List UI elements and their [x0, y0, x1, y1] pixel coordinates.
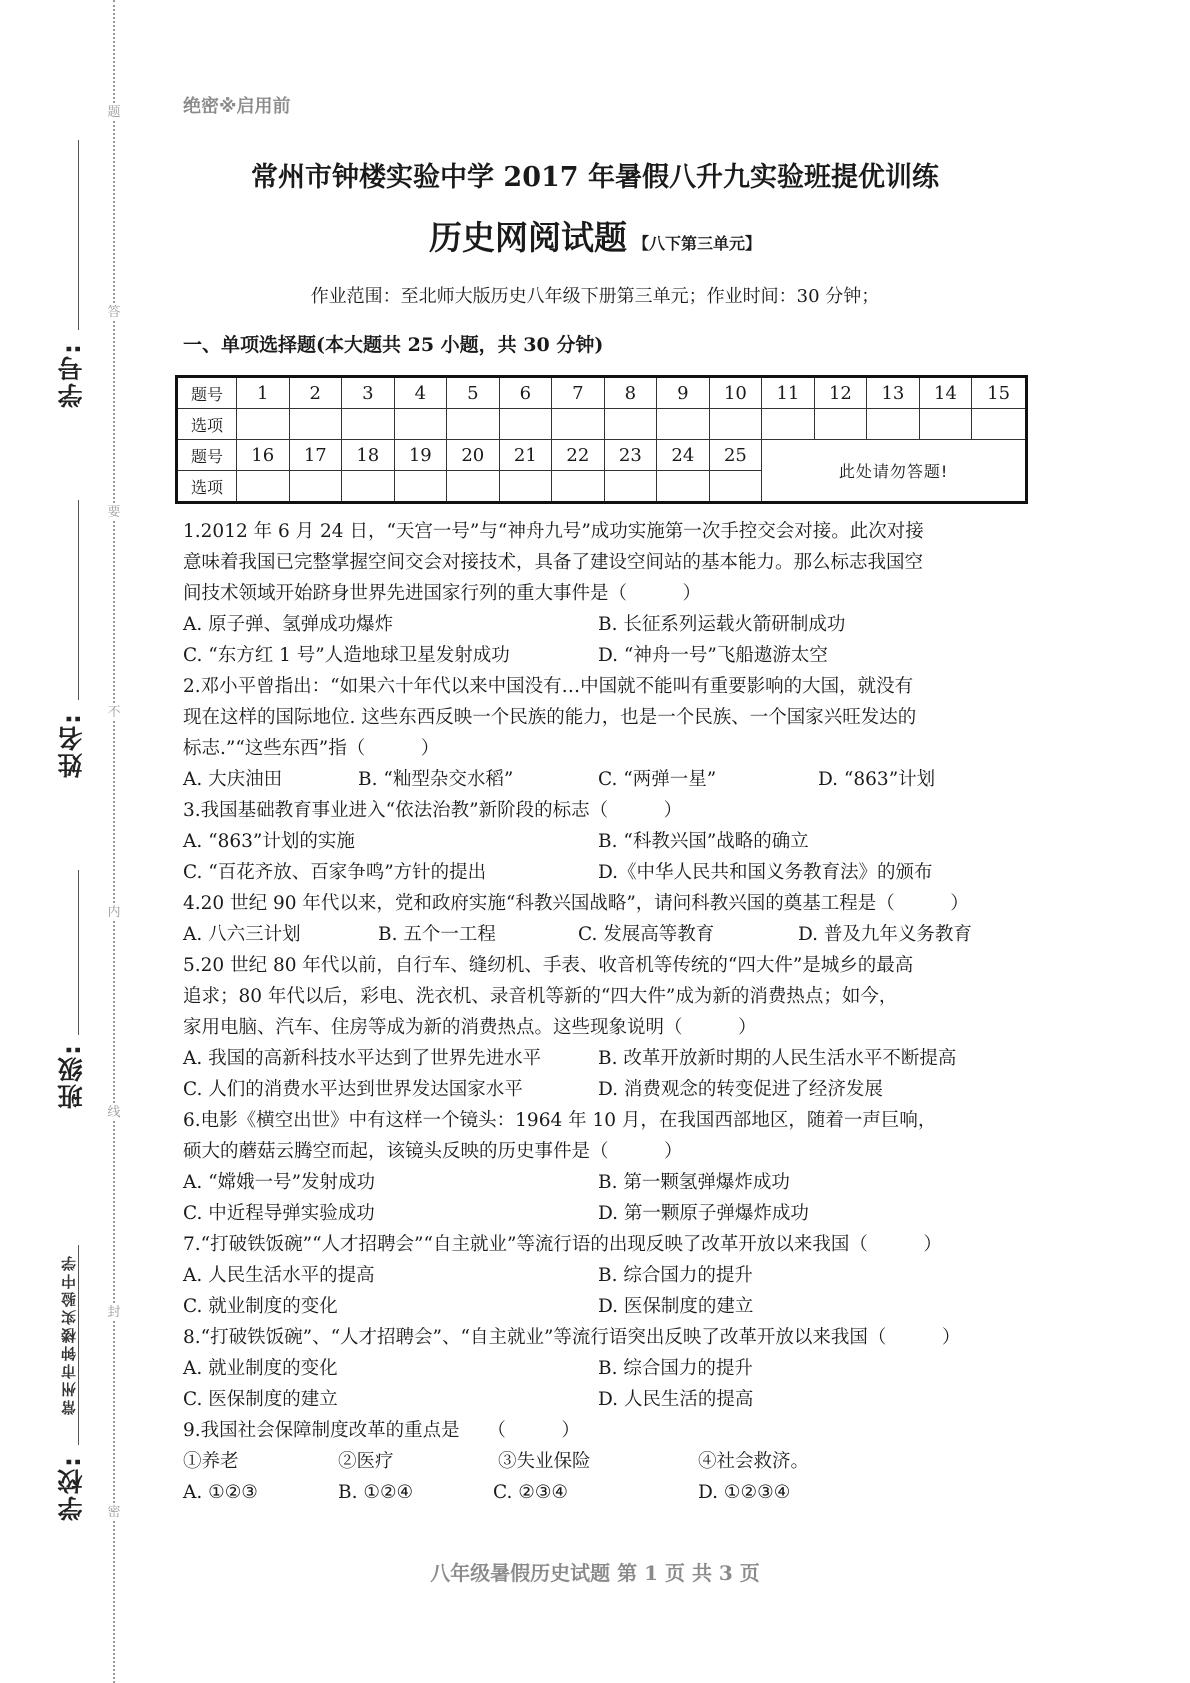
option-c: C. ②③④	[493, 1482, 569, 1503]
answer-cell[interactable]	[919, 409, 972, 440]
question-number-cell: 16	[237, 440, 290, 471]
option-c: C. “东方红 1 号”人造地球卫星发射成功	[183, 645, 510, 666]
binding-char: 题	[107, 105, 121, 120]
question-number-cell: 17	[289, 440, 342, 471]
answer-cell[interactable]	[604, 471, 657, 503]
table-row	[177, 377, 1027, 409]
question-number-cell: 15	[972, 377, 1027, 409]
option-c: C. 就业制度的变化	[183, 1296, 338, 1317]
answer-cell[interactable]	[867, 409, 920, 440]
answer-cell[interactable]	[814, 409, 867, 440]
question-number-cell: 2	[289, 377, 342, 409]
answer-cell[interactable]	[499, 471, 552, 503]
option-c: C. “百花齐放、百家争鸣”方针的提出	[183, 862, 487, 883]
answer-cell[interactable]	[394, 471, 447, 503]
question-number-cell: 23	[604, 440, 657, 471]
question-stem: 9.我国社会保障制度改革的重点是 （ ）	[183, 1420, 580, 1441]
name-label: 姓名:	[57, 712, 86, 778]
option-a: A. 大庆油田	[183, 769, 283, 790]
statement-item: ④社会救济。	[698, 1451, 810, 1472]
option-d: D. 人民生活的提高	[598, 1389, 754, 1410]
question-stem: 硕大的蘑菇云腾空而起，该镜头反映的历史事件是（ ）	[183, 1141, 683, 1162]
binding-char: 要	[107, 505, 121, 520]
exam-title: 常州市钟楼实验中学 2017 年暑假八升九实验班提优训练	[251, 162, 939, 193]
question-number-cell: 3	[342, 377, 395, 409]
option-c: C. 人们的消费水平达到世界发达国家水平	[183, 1079, 523, 1100]
option-c: C. 中近程导弹实验成功	[183, 1203, 375, 1224]
question-stem: 7.“打破铁饭碗”“人才招聘会”“自主就业”等流行语的出现反映了改革开放以来我国（ ）	[183, 1234, 942, 1255]
option-a: A. 八六三计划	[183, 924, 301, 945]
question-stem: 现在这样的国际地位. 这些东西反映一个民族的能力，也是一个民族、一个国家兴旺发达的	[183, 707, 917, 728]
table-header-cell: 选项	[177, 471, 237, 503]
answer-cell[interactable]	[972, 409, 1027, 440]
student-id-label: 学号:	[57, 342, 86, 408]
answer-table	[175, 375, 1028, 504]
question-stem: 8.“打破铁饭碗”、“人才招聘会”、“自主就业”等流行语突出反映了改革开放以来我国（ ）	[183, 1327, 961, 1348]
answer-cell[interactable]	[552, 409, 605, 440]
binding-char: 答	[107, 305, 121, 320]
question-stem: 意味着我国已完整掌握空间交会对接技术，具备了建设空间站的基本能力。那么标志我国空	[183, 552, 924, 573]
option-b: B. “科教兴国”战略的确立	[598, 831, 809, 852]
question-stem: 5.20 世纪 80 年代以前，自行车、缝纫机、手表、收音机等传统的“四大件”是城乡的最高	[183, 955, 914, 976]
question-number-cell: 9	[657, 377, 710, 409]
question-number-cell: 8	[604, 377, 657, 409]
option-d: D. 消费观念的转变促进了经济发展	[598, 1079, 883, 1100]
question-stem: 1.2012 年 6 月 24 日，“天宫一号”与“神舟九号”成功实施第一次手控交会对接。此次对接	[183, 521, 924, 542]
table-header-cell: 选项	[177, 409, 237, 440]
option-c: C. 医保制度的建立	[183, 1389, 338, 1410]
question-number-cell: 4	[394, 377, 447, 409]
class-field[interactable]	[78, 870, 79, 1035]
option-b: B. 第一颗氢弹爆炸成功	[598, 1172, 790, 1193]
option-d: D. 普及九年义务教育	[798, 924, 972, 945]
statement-item: ②医疗	[338, 1451, 394, 1472]
option-b: B. ①②④	[338, 1482, 414, 1503]
question-stem: 间技术领域开始跻身世界先进国家行列的重大事件是（ ）	[183, 583, 702, 604]
question-number-cell: 18	[342, 440, 395, 471]
question-stem: 家用电脑、汽车、住房等成为新的消费热点。这些现象说明（ ）	[183, 1017, 757, 1038]
question-number-cell: 19	[394, 440, 447, 471]
option-b: B. 综合国力的提升	[598, 1358, 753, 1379]
page-footer: 八年级暑假历史试题 第 1 页 共 3 页	[430, 1561, 760, 1585]
answer-cell[interactable]	[447, 471, 500, 503]
question-number-cell: 21	[499, 440, 552, 471]
question-number-cell: 11	[762, 377, 815, 409]
option-d: D.《中华人民共和国义务教育法》的颁布	[598, 862, 933, 883]
answer-cell[interactable]	[447, 409, 500, 440]
answer-cell[interactable]	[604, 409, 657, 440]
question-number-cell: 1	[237, 377, 290, 409]
question-stem: 追求；80 年代以后，彩电、洗衣机、录音机等新的“四大件”成为新的消费热点；如今，	[183, 986, 898, 1007]
answer-cell[interactable]	[342, 409, 395, 440]
answer-cell[interactable]	[657, 471, 710, 503]
option-a: A. 我国的高新科技水平达到了世界先进水平	[183, 1048, 542, 1069]
option-b: B. 综合国力的提升	[598, 1265, 753, 1286]
question-number-cell: 12	[814, 377, 867, 409]
option-b: B. 五个一工程	[378, 924, 496, 945]
question-stem: 3.我国基础教育事业进入“依法治教”新阶段的标志（ ）	[183, 800, 683, 821]
question-number-cell: 25	[709, 440, 762, 471]
option-a: A. “863”计划的实施	[183, 831, 355, 852]
answer-cell[interactable]	[552, 471, 605, 503]
answer-cell[interactable]	[342, 471, 395, 503]
answer-cell[interactable]	[394, 409, 447, 440]
option-b: B. 改革开放新时期的人民生活水平不断提高	[598, 1048, 957, 1069]
school-value: 常州市钟楼实验中学	[60, 1253, 78, 1415]
option-c: C. 发展高等教育	[578, 924, 715, 945]
answer-cell[interactable]	[657, 409, 710, 440]
question-number-cell: 13	[867, 377, 920, 409]
answer-cell[interactable]	[289, 409, 342, 440]
answer-cell[interactable]	[709, 409, 762, 440]
option-d: D. 第一颗原子弹爆炸成功	[598, 1203, 809, 1224]
question-number-cell: 7	[552, 377, 605, 409]
question-number-cell: 10	[709, 377, 762, 409]
option-d: D. “863”计划	[818, 769, 936, 790]
question-stem: 6.电影《横空出世》中有这样一个镜头：1964 年 10 月，在我国西部地区，随着一声巨响，	[183, 1110, 937, 1131]
option-d: D. ①②③④	[698, 1482, 791, 1503]
option-c: C. “两弹一星”	[598, 769, 717, 790]
answer-cell[interactable]	[499, 409, 552, 440]
table-row	[177, 440, 1027, 471]
binding-char: 不	[107, 705, 121, 720]
confidential-mark: 绝密※启用前	[183, 96, 291, 117]
answer-cell[interactable]	[237, 409, 290, 440]
statement-item: ①养老	[183, 1451, 239, 1472]
option-a: A. 原子弹、氢弹成功爆炸	[183, 614, 394, 635]
option-d: D. “神舟一号”飞船遨游太空	[598, 645, 828, 666]
option-a: A. 人民生活水平的提高	[183, 1265, 375, 1286]
table-header-cell: 题号	[177, 440, 237, 471]
question-number-cell: 22	[552, 440, 605, 471]
do-not-answer-note: 此处请勿答题!	[762, 440, 1027, 503]
option-d: D. 医保制度的建立	[598, 1296, 754, 1317]
binding-char: 线	[107, 1105, 121, 1120]
table-row	[177, 409, 1027, 440]
exam-subtitle: 历史网阅试题	[428, 218, 627, 257]
exam-unit-note: 【八下第三单元】	[632, 234, 761, 253]
option-a: A. 就业制度的变化	[183, 1358, 338, 1379]
question-number-cell: 14	[919, 377, 972, 409]
question-number-cell: 6	[499, 377, 552, 409]
question-number-cell: 24	[657, 440, 710, 471]
school-label: 学校:	[57, 1455, 86, 1521]
binding-char: 密	[107, 1505, 121, 1520]
question-stem: 2.邓小平曾指出：“如果六十年代以来中国没有…中国就不能叫有重要影响的大国，就没有	[183, 676, 914, 697]
question-stem: 标志.”“这些东西”指（ ）	[183, 738, 440, 759]
option-b: B. 长征系列运载火箭研制成功	[598, 614, 846, 635]
statement-item: ③失业保险	[498, 1451, 591, 1472]
option-b: B. “籼型杂交水稻”	[358, 769, 514, 790]
question-number-cell: 5	[447, 377, 500, 409]
answer-cell[interactable]	[237, 471, 290, 503]
question-stem: 4.20 世纪 90 年代以来，党和政府实施“科教兴国战略”，请问科教兴国的奠基工程是（ ）	[183, 893, 969, 914]
class-label: 班级:	[57, 1043, 86, 1109]
name-field[interactable]	[78, 500, 79, 700]
binding-char: 封	[107, 1305, 121, 1320]
section-title: 一、单项选择题(本大题共 25 小题，共 30 分钟)	[183, 334, 604, 356]
assignment-scope: 作业范围：至北师大版历史八年级下册第三单元；作业时间：30 分钟；	[310, 286, 880, 307]
question-number-cell: 20	[447, 440, 500, 471]
answer-cell[interactable]	[709, 471, 762, 503]
binding-char: 内	[107, 905, 121, 920]
answer-cell[interactable]	[762, 409, 815, 440]
option-a: A. “嫦娥一号”发射成功	[183, 1172, 376, 1193]
table-header-cell: 题号	[177, 377, 237, 409]
answer-cell[interactable]	[289, 471, 342, 503]
option-a: A. ①②③	[183, 1482, 258, 1503]
exam-subtitle-row	[0, 212, 1190, 259]
